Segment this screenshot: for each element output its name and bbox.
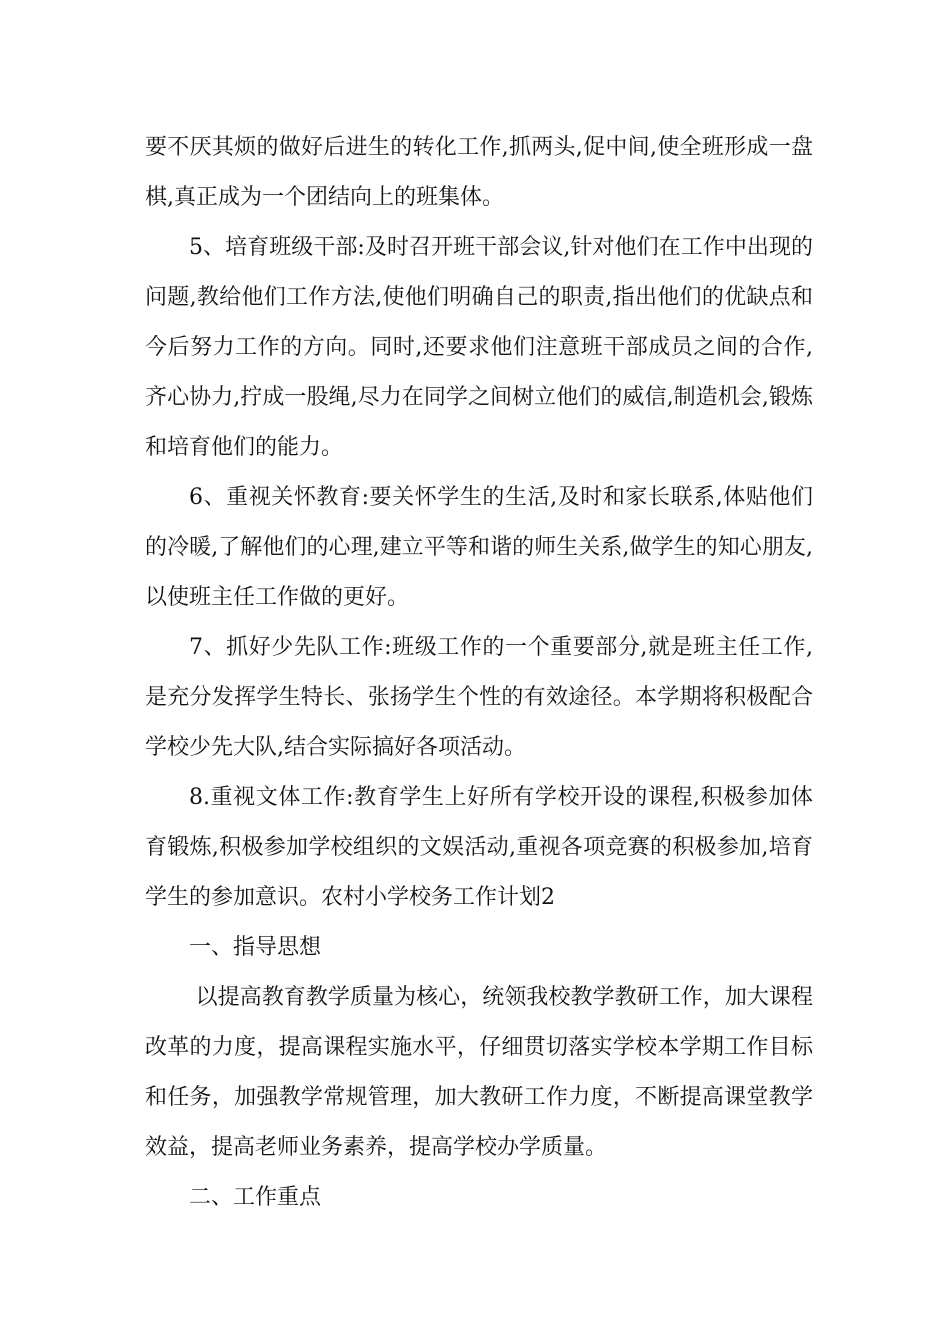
paragraph-guiding-ideology: 以提高教育教学质量为核心，统领我校教学教研工作，加大课程改革的力度，提高课程实施水平，仔细贯切落实学校本学期工作目标和任务，加强教学常规管理，加大教研工作力度，不断提高课堂教学效益，提高老师业务素养，提高学校办学质量。 xyxy=(145,985,813,1160)
paragraph-item-5: 5、培育班级干部:及时召开班干部会议,针对他们在工作中出现的问题,教给他们工作方法,使他们明确自己的职责,指出他们的优缺点和今后努力工作的方向。同时,还要求他们注意班干部成员之间的合作,齐心协力,拧成一股绳,尽力在同学之间树立他们的威信,制造机会,锻炼和培育他们的能力。 xyxy=(145,235,813,460)
section-heading-work-focus: 二、工作重点 xyxy=(189,1185,322,1210)
document-body xyxy=(145,123,813,1223)
paragraph-item-8: 8.重视文体工作:教育学生上好所有学校开设的课程,积极参加体育锻炼,积极参加学校组织的文娱活动,重视各项竞赛的积极参加,培育学生的参加意识。农村小学校务工作计划2 xyxy=(145,785,813,910)
paragraph-continuation: 要不厌其烦的做好后进生的转化工作,抓两头,促中间,使全班形成一盘棋,真正成为一个团结向上的班集体。 xyxy=(145,135,813,210)
paragraph-item-6: 6、重视关怀教育:要关怀学生的生活,及时和家长联系,体贴他们的冷暖,了解他们的心理,建立平等和谐的师生关系,做学生的知心朋友,以使班主任工作做的更好。 xyxy=(145,485,813,610)
paragraph-item-7: 7、抓好少先队工作:班级工作的一个重要部分,就是班主任工作,是充分发挥学生特长、张扬学生个性的有效途径。本学期将积极配合学校少先大队,结合实际搞好各项活动。 xyxy=(145,635,813,760)
section-heading-guiding-ideology: 一、指导思想 xyxy=(189,935,322,960)
